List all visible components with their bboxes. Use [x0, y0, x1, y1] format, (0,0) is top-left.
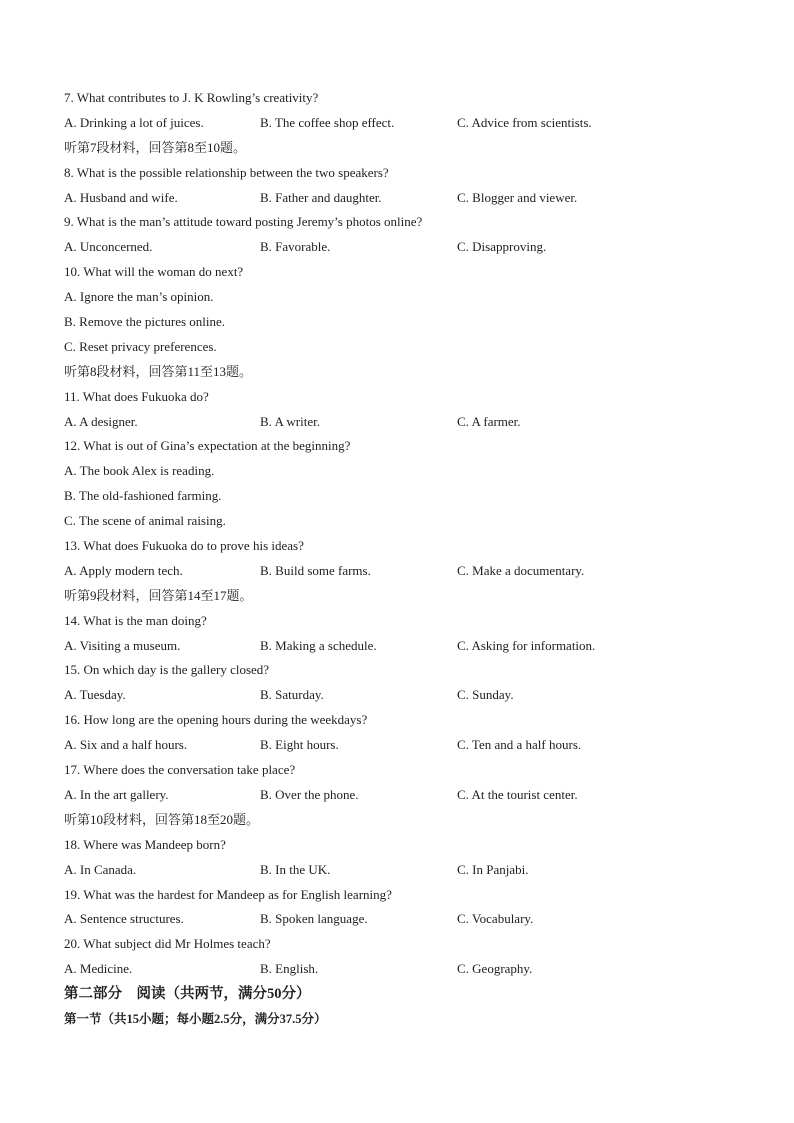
question-11-options: [64, 410, 794, 435]
question-9-options: [64, 235, 794, 260]
question-14-option-a: A. Visiting a museum.: [64, 637, 181, 653]
question-18-stem: 18. Where was Mandeep born?: [64, 836, 226, 852]
question-16-option-a: A. Six and a half hours.: [64, 737, 188, 753]
question-16-option-c: C. Ten and a half hours.: [457, 737, 582, 753]
question-14-options: [64, 634, 794, 659]
question-15-option-a: A. Tuesday.: [64, 687, 126, 703]
question-19-stem: 19. What was the hardest for Mandeep as for English learning?: [64, 886, 392, 902]
question-14-stem: 14. What is the man doing?: [64, 612, 207, 628]
listening-instruction-8: 听第8段材料，回答第11至13题。: [64, 363, 253, 379]
question-7-stem: 7. What contributes to J. K Rowling’s creativity?: [64, 90, 319, 105]
question-16-options: [64, 733, 794, 758]
question-7-options: [64, 111, 794, 136]
question-7-option-a: A. Drinking a lot of juices.: [64, 114, 204, 130]
question-13-options: [64, 559, 794, 584]
question-7-option-c: C. Advice from scientists.: [457, 114, 592, 130]
question-14-option-c: C. Asking for information.: [457, 637, 596, 653]
question-20-options: [64, 957, 794, 982]
question-17-options: [64, 783, 794, 808]
question-15-options: [64, 683, 794, 708]
question-13-option-b: B. Build some farms.: [260, 562, 371, 578]
question-13-option-c: C. Make a documentary.: [457, 562, 585, 578]
question-19-option-b: B. Spoken language.: [260, 911, 368, 927]
question-7-option-b: B. The coffee shop effect.: [260, 114, 395, 130]
question-8-options: [64, 186, 794, 211]
question-14-option-b: B. Making a schedule.: [260, 637, 377, 653]
listening-instruction-10: 听第10段材料，回答第18至20题。: [64, 811, 260, 827]
question-12-stem: 12. What is out of Gina’s expectation at the beginning?: [64, 438, 351, 454]
question-8-option-b: B. Father and daughter.: [260, 189, 382, 205]
question-17-stem: 17. Where does the conversation take place?: [64, 762, 296, 778]
section-one-subheading: 第一节（共15小题；每小题2.5分，满分37.5分）: [64, 1011, 327, 1026]
question-10-stem: 10. What will the woman do next?: [64, 264, 244, 280]
question-18-options: [64, 858, 794, 883]
question-13-stem: 13. What does Fukuoka do to prove his ideas?: [64, 538, 304, 554]
part-two-heading: 第二部分 阅读（共两节，满分50分）: [64, 986, 311, 1003]
question-8-option-a: A. Husband and wife.: [64, 189, 178, 205]
question-11-option-c: C. A farmer.: [457, 413, 521, 429]
question-12-option-a: A. The book Alex is reading.: [64, 463, 215, 479]
question-18-option-a: A. In Canada.: [64, 861, 137, 877]
question-18-option-b: B. In the UK.: [260, 861, 331, 877]
question-12-option-b: B. The old-fashioned farming.: [64, 488, 222, 504]
question-15-stem: 15. On which day is the gallery closed?: [64, 662, 270, 678]
question-9-stem: 9. What is the man’s attitude toward posting Jeremy’s photos online?: [64, 214, 423, 230]
question-20-stem: 20. What subject did Mr Holmes teach?: [64, 936, 271, 952]
listening-instruction-7: 听第7段材料，回答第8至10题。: [64, 139, 247, 155]
question-11-option-a: A. A designer.: [64, 413, 138, 429]
question-18-option-c: C. In Panjabi.: [457, 861, 529, 877]
listening-instruction-9: 听第9段材料，回答第14至17题。: [64, 587, 253, 603]
question-20-option-b: B. English.: [260, 961, 319, 977]
question-17-option-a: A. In the art gallery.: [64, 786, 169, 802]
question-19-option-c: C. Vocabulary.: [457, 911, 534, 927]
question-15-option-c: C. Sunday.: [457, 687, 514, 703]
question-19-options: [64, 907, 794, 932]
question-20-option-a: A. Medicine.: [64, 961, 133, 977]
question-10-option-a: A. Ignore the man’s opinion.: [64, 289, 214, 305]
question-13-option-a: A. Apply modern tech.: [64, 562, 183, 578]
question-10-option-b: B. Remove the pictures online.: [64, 314, 226, 330]
question-11-option-b: B. A writer.: [260, 413, 320, 429]
question-9-option-c: C. Disapproving.: [457, 239, 547, 255]
question-12-option-c: C. The scene of animal raising.: [64, 513, 226, 529]
question-19-option-a: A. Sentence structures.: [64, 911, 184, 927]
question-8-option-c: C. Blogger and viewer.: [457, 189, 578, 205]
question-9-option-b: B. Favorable.: [260, 239, 331, 255]
question-8-stem: 8. What is the possible relationship between the two speakers?: [64, 164, 389, 180]
question-15-option-b: B. Saturday.: [260, 687, 324, 703]
question-20-option-c: C. Geography.: [457, 961, 533, 977]
question-16-option-b: B. Eight hours.: [260, 737, 339, 753]
question-17-option-b: B. Over the phone.: [260, 786, 359, 802]
question-16-stem: 16. How long are the opening hours during the weekdays?: [64, 712, 368, 728]
question-10-option-c: C. Reset privacy preferences.: [64, 338, 217, 354]
question-11-stem: 11. What does Fukuoka do?: [64, 388, 209, 404]
question-17-option-c: C. At the tourist center.: [457, 786, 578, 802]
question-9-option-a: A. Unconcerned.: [64, 239, 153, 255]
